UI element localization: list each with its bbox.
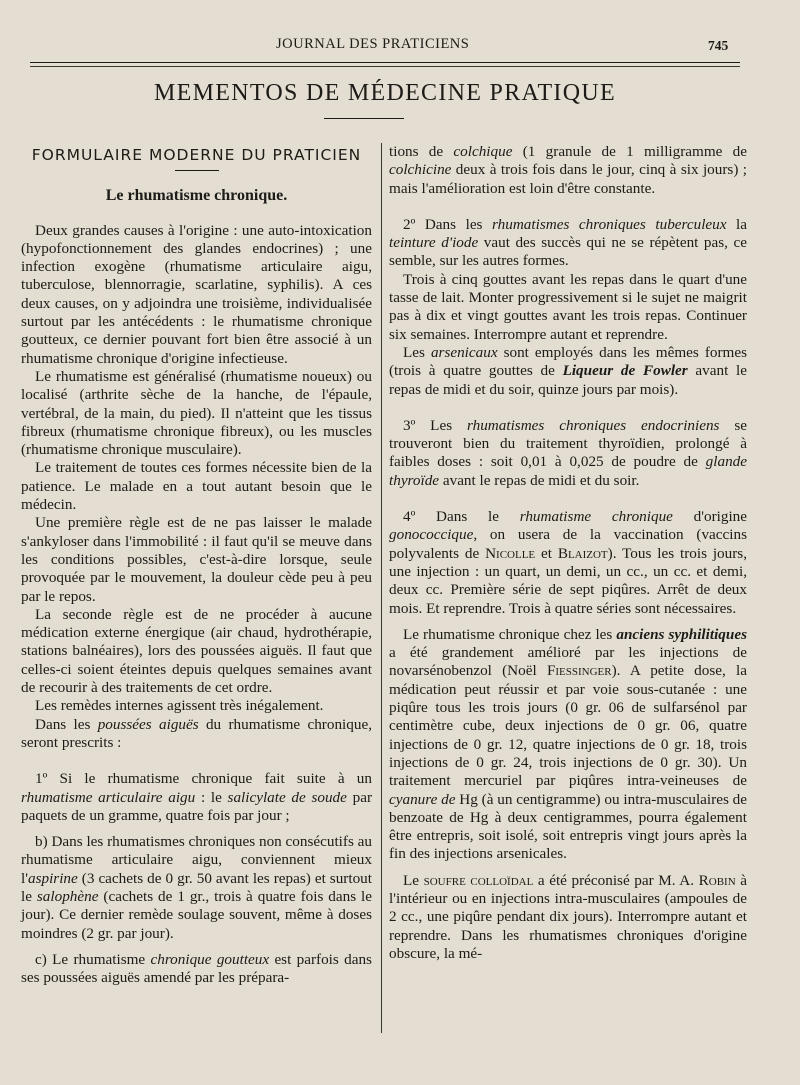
right-column [389, 143, 747, 963]
right-paragraph-endocrine: 3º Les rhumatismes chroniques endocriniens se trouveront bien du traitement thyroïdien, prolongé à faibles doses : soit 0,01 à 0,025 de poudre de glande thyroïde avant le repas de midi et du soir. [389, 416, 747, 489]
header-rule-thin [30, 66, 740, 67]
page-number: 745 [708, 38, 729, 53]
left-paragraph-salicylate: 1º Si le rhumatisme chronique fait suite à un rhumatisme articulaire aigu : le salicylate de soude par paquets de un gramme, quatre fois par jour ; [21, 770, 372, 824]
left-paragraph-aspirin: b) Dans les rhumatismes chroniques non consécutifs au rhumatisme articulaire aigu, conviennent mieux l'aspirine (3 cachets de 0 gr. 50 avant les repas) et surtout le salophène (cachets de 1 gr., trois à quatre fois dans le jour). Ce dernier remède soulage souvent, même à doses moindres (2 gr. par jour). [21, 833, 373, 942]
article-title: Le rhumatisme chronique. [105, 187, 288, 205]
right-paragraph-colloidal-sulfur: Le soufre colloïdal a été préconisé par M. A. Robin à l'intérieur ou en injections intra-musculaires (ampoules de 2 cc., une piqûre pendant dix jours). Interrompre autant et reprendre. Dans les rhumatismes chroniques d'origine obscure, la mé- [389, 871, 747, 962]
right-paragraph-syphilitic: Le rhumatisme chronique chez les anciens syphilitiques a été grandement amélioré par les injections de novarsénobenzol (Noël Fiessinger). A petite dose, la médication peut réussir et par voie sous-cutanée : une piqûre tous les trois jours (0 gr. 06 de sulfarsénol par centimètre cube, deux injections de 0 gr. 06, quatre injections de 0 gr. 12, quatre injections de 0 gr. 18, trois injections de 0 gr. 24, trois injections de 0 gr. 30). Un traitement mercuriel par piqûres intra-veineuses de cyanure de Hg (à un centigramme) ou intra-musculaires de benzoate de Hg à deux centigrammes, pourra également être entrepris, soit isolé, soit entrepris vingt jours après la fin des injections arsenicales. [389, 625, 747, 863]
left-paragraph-forms: Le rhumatisme est généralisé (rhumatisme noueux) ou localisé (arthrite sèche de la hanche, de l'épaule, vertébral, de la main, du pied). Il n'atteint que les tissus fibreux (rhumatisme chronique fibreux), ou les muscles (rhumatisme chronique musculaire). [21, 367, 372, 459]
left-paragraph-causes: Deux grandes causes à l'origine : une auto-intoxication (hypofonctionnement des glandes endocrines) ; une infection exogène (rhumatisme articulaire aigu, tuberculose, blennorragie, scarlatine, syphilis). A ces deux causes, on y adjoindra une troisième, individualisée surtout par les antécédents : le rhumatisme chronique goutteux, ce dernier pouvant fort bien être associé à un rhumatisme chronique d'origine infectieuse. [21, 221, 372, 367]
section-title: MEMENTOS DE MÉDECINE PRATIQUE [154, 80, 616, 106]
left-paragraph-internal-remedies: Les remèdes internes agissent très inégalement. [35, 697, 324, 715]
right-paragraph-tuberculous: 2º Dans les rhumatismes chroniques tuberculeux la teinture d'iode vaut des succès qui ne se répètent pas, ce semble, sur les autres formes. [389, 215, 747, 270]
left-paragraph-acute-attacks: Dans les poussées aiguës du rhumatisme chronique, seront prescrits : [21, 715, 372, 751]
left-paragraph-patience: Le traitement de toutes ces formes nécessite bien de la patience. Le malade en a tout autant besoin que le médecin. [21, 459, 372, 514]
right-paragraph-colchicine: tions de colchique (1 granule de 1 milligramme de colchicine deux à trois fois dans le jour, cinq à six jours) ; mais l'amélioration est loin d'être constante. [389, 143, 748, 197]
title-rule [324, 118, 404, 119]
right-paragraph-arsenicals: Les arsenicaux sont employés dans les mêmes formes (trois à quatre gouttes de Liqueur de Fowler avant le repas de midi et du soir, quinze jours par mois). [389, 343, 747, 398]
column-divider [381, 143, 382, 1033]
left-paragraph-second-rule: La seconde règle est de ne procéder à aucune médication externe énergique (air chaud, hydrothérapie, stations balnéaires), lors des poussées aiguës. Il faut que celles-ci soient éteintes depuis quelques semaines avant de recourir à des traitements de cet ordre. [21, 605, 372, 697]
column-heading: FORMULAIRE MODERNE DU PRATICIEN [31, 146, 362, 164]
heading-rule [175, 170, 219, 171]
right-paragraph-gonococcal: 4º Dans le rhumatisme chronique d'origine gonococcique, on usera de la vaccination (vaccins polyvalents de Nicolle et Blaizot). Tous les trois jours, une injection : un quart, un demi, un cc., un cc. et demi, deux cc. Première série de sept piqûres. Arrêt de deux mois. Et reprendre. Trois à quatre séries sont nécessaires. [389, 508, 747, 617]
left-paragraph-gout: c) Le rhumatisme chronique goutteux est parfois dans ses poussées aiguës amendé par les prépara- [21, 950, 372, 987]
right-paragraph-iodine-dosage: Trois à cinq gouttes avant les repas dans le quart d'une tasse de lait. Monter progressivement si le sujet ne maigrit pas à dix et vingt gouttes avant les trois repas. Continuer six semaines. Interrompre autant et reprendre. [389, 270, 747, 343]
header-rule [30, 62, 740, 63]
running-head: JOURNAL DES PRATICIENS [276, 36, 470, 52]
left-column [21, 143, 372, 987]
left-paragraph-first-rule: Une première règle est de ne pas laisser le malade s'ankyloser dans l'immobilité : il faut qu'il se meuve dans les conditions possibles, c'est-à-dire lorsque, seule provoquée par le mouvement, la douleur cède peu à peu par le repos. [21, 514, 372, 605]
